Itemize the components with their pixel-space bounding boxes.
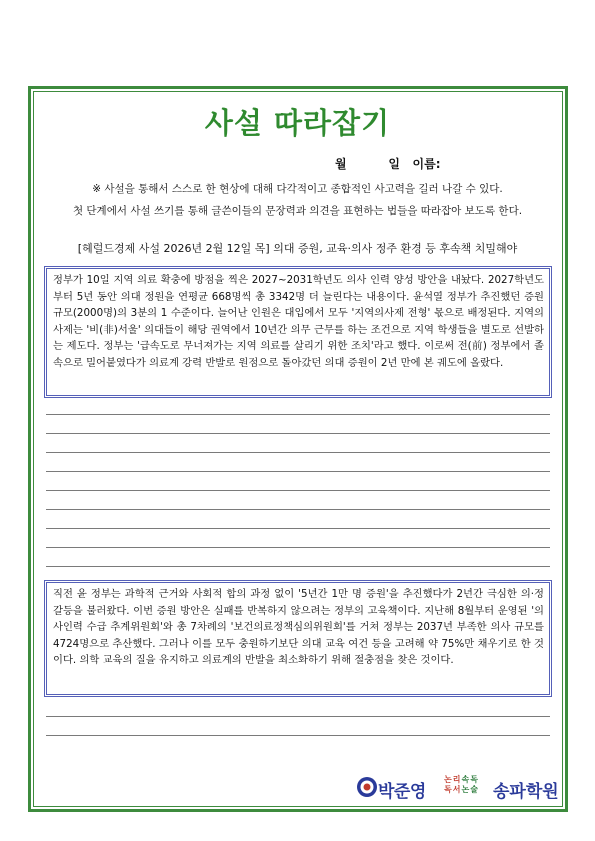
name-label: 이름:: [412, 157, 441, 171]
editorial-passage-1: 정부가 10일 지역 의료 확충에 방점을 찍은 2027~2031학년도 의사 인력 양성 방안을 내놨다. 2027학년도부터 5년 동안 의대 정원을 연평균 668명씩 총 3342명 더 늘린다는 내용이다. 윤석열 정부가 추진했던 증원 규모(2000명)의 3분의 1 수준이다. 늘어난 인원은 대입에서 모두 '지역의사제 전형' 몫으로 배정된다. 지역의사제는 '비(非)서울' 의대들이 해당 권역에서 10년간 의무 근무를 하는 조건으로 지역 학생들을 별도로 선발하는 제도다. 정부는 '급속도로 무너져가는 지역 의료를 살리기 위한 조치'라고 했다. 이로써 전(前) 정부에서 졸속으로 밀어붙였다가 의료계 강력 반발로 원점으로 돌아갔던 의대 증원이 2년 만에 본 궤도에 올랐다.: [44, 266, 552, 398]
writing-line[interactable]: [46, 433, 550, 434]
page-title: 사설 따라잡기: [204, 106, 391, 140]
logo-name: 박준영: [378, 782, 426, 802]
logo-small-1: 논리: [444, 775, 462, 784]
inner-frame: [33, 91, 563, 807]
logo-small-4: 논술: [461, 785, 479, 794]
logo-academy-name: 송파학원: [493, 782, 559, 802]
writing-line[interactable]: [46, 735, 550, 736]
writing-line[interactable]: [46, 547, 550, 548]
writing-line[interactable]: [46, 490, 550, 491]
day-label: 일: [388, 157, 400, 171]
writing-line[interactable]: [46, 566, 550, 567]
writing-line[interactable]: [46, 471, 550, 472]
writing-line[interactable]: [46, 414, 550, 415]
academy-emblem-icon: [356, 776, 378, 798]
writing-line[interactable]: [46, 509, 550, 510]
intro-line-2: 첫 단계에서 사설 쓰기를 통해 글쓴이들의 문장력과 의견을 표현하는 법들을 따라잡아 보도록 한다.: [72, 205, 523, 217]
editorial-passage-2: 직전 윤 정부는 과학적 근거와 사회적 합의 과정 없이 '5년간 1만 명 증원'을 추진했다가 2년간 극심한 의·정 갈등을 불러왔다. 이번 증원 방안은 실패를 반복하지 않으려는 정부의 고육책이다. 지난해 8월부터 운영된 '의사인력 수급 추계위원회'와 총 7차례의 '보건의료정책심의위원회'를 거쳐 정부는 2037년 부족한 의사 규모를 4724명으로 추산했다. 그러나 이를 모두 충원하기보단 의대 교육 여건 등을 고려해 약 75%만 채우기로 한 것이다. 의학 교육의 질을 유지하고 의료계의 반발을 최소화하기 위해 절충점을 찾은 것이다.: [44, 580, 552, 697]
writing-line[interactable]: [46, 716, 550, 717]
writing-line[interactable]: [46, 528, 550, 529]
academy-logo: [356, 774, 559, 802]
writing-line[interactable]: [46, 452, 550, 453]
logo-small-2: 속독: [461, 775, 479, 784]
logo-subtitle: [444, 775, 494, 795]
date-name-line: [335, 155, 441, 172]
intro-line-1: ※ 사설을 통해서 스스로 한 현상에 대해 다각적이고 종합적인 사고력을 길러 나갈 수 있다.: [92, 183, 503, 195]
logo-small-3: 독서: [444, 785, 462, 794]
month-label: 월: [335, 157, 347, 171]
editorial-headline: [헤럴드경제 사설 2026년 2월 12일 목] 의대 증원, 교육·의사 정주 환경 등 후속책 치밀해야: [77, 242, 518, 255]
